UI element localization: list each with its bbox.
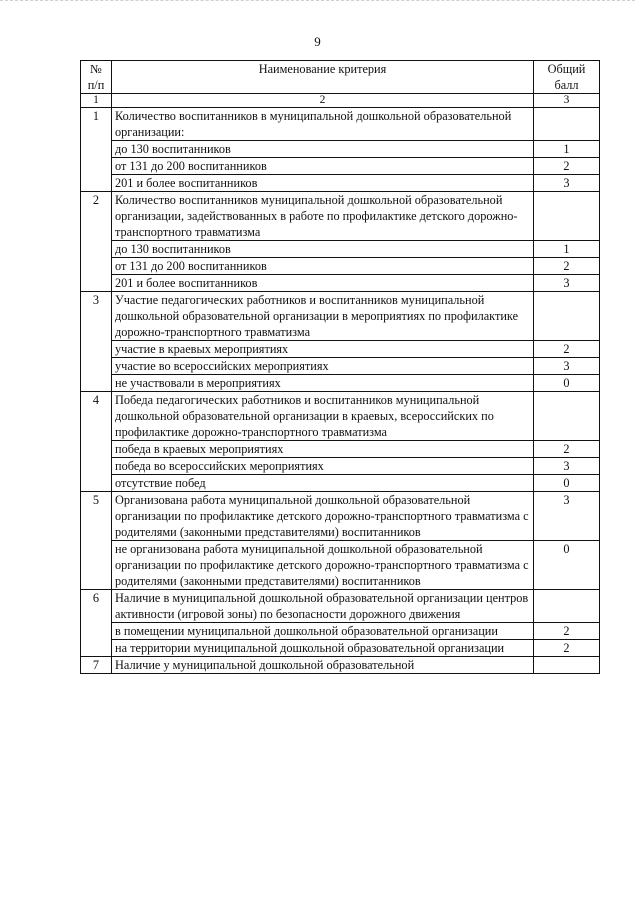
index-row [81,94,600,108]
header-score: Общий балл [534,61,600,94]
option-row [81,258,600,275]
option-text: 201 и более воспитанников [112,175,534,192]
criterion-row [81,590,600,623]
option-score: 2 [534,341,600,358]
criterion-number: 4 [81,392,112,492]
option-row [81,475,600,492]
option-score: 2 [534,158,600,175]
option-row [81,458,600,475]
option-score: 2 [534,258,600,275]
criterion-row [81,392,600,441]
option-text: участие во всероссийских мероприятиях [112,358,534,375]
criterion-row [81,657,600,674]
header-num: № п/п [81,61,112,94]
criterion-score [534,192,600,241]
criterion-score [534,108,600,141]
option-row [81,441,600,458]
option-score: 3 [534,175,600,192]
option-row [81,275,600,292]
criterion-title: Количество воспитанников муниципальной дошкольной образовательной организации, задействованных в работе по профилактике детского дорожно-транспортного травматизма [112,192,534,241]
criterion-number: 5 [81,492,112,590]
criterion-title: Победа педагогических работников и воспитанников муниципальной дошкольной образовательной организации в краевых, всероссийских по профилактике дорожно-транспортного травматизма [112,392,534,441]
index-cell: 3 [534,94,600,108]
option-text: до 130 воспитанников [112,141,534,158]
criterion-title: Наличие в муниципальной дошкольной образовательной организации центров активности (игровой зоны) по безопасности дорожного движения [112,590,534,623]
option-row [81,375,600,392]
criterion-row [81,192,600,241]
scan-edge [0,0,635,4]
option-score: 0 [534,541,600,590]
criterion-title: Участие педагогических работников и воспитанников муниципальной дошкольной образовательной организации в мероприятиях по профилактике дорожно-транспортного травматизма [112,292,534,341]
option-row [81,541,600,590]
criterion-title: Организована работа муниципальной дошкольной образовательной организации по профилактике детского дорожно-транспортного травматизма с родителями (законными представителями) воспитанников [112,492,534,541]
option-score: 2 [534,640,600,657]
option-text: победа в краевых мероприятиях [112,441,534,458]
option-text: до 130 воспитанников [112,241,534,258]
criterion-number: 3 [81,292,112,392]
criterion-number: 6 [81,590,112,657]
option-row [81,358,600,375]
page-number: 9 [314,34,321,49]
option-score: 2 [534,441,600,458]
criterion-number: 1 [81,108,112,192]
option-score: 3 [534,275,600,292]
option-text: участие в краевых мероприятиях [112,341,534,358]
option-row [81,158,600,175]
criterion-score [534,392,600,441]
table-header-row [81,61,600,94]
option-text: в помещении муниципальной дошкольной образовательной организации [112,623,534,640]
option-row [81,241,600,258]
option-text: от 131 до 200 воспитанников [112,158,534,175]
option-score: 1 [534,141,600,158]
option-score: 3 [534,358,600,375]
criterion-row [81,108,600,141]
option-score: 2 [534,623,600,640]
criterion-number: 7 [81,657,112,674]
option-score: 0 [534,375,600,392]
criterion-row [81,492,600,541]
option-text: на территории муниципальной дошкольной образовательной организации [112,640,534,657]
option-text: не организована работа муниципальной дошкольной образовательной организации по профилактике детского дорожно-транспортного травматизма с родителями (законными представителями) воспитанников [112,541,534,590]
criteria-table [80,60,600,674]
criterion-score [534,657,600,674]
option-text: отсутствие побед [112,475,534,492]
index-cell: 2 [112,94,534,108]
criterion-row [81,292,600,341]
option-row [81,341,600,358]
option-row [81,175,600,192]
option-text: победа во всероссийских мероприятиях [112,458,534,475]
criterion-number: 2 [81,192,112,292]
option-row [81,623,600,640]
option-score: 1 [534,241,600,258]
criteria-body [81,108,600,674]
criterion-title: Количество воспитанников в муниципальной дошкольной образовательной организации: [112,108,534,141]
criterion-score: 3 [534,492,600,541]
option-row [81,141,600,158]
option-score: 0 [534,475,600,492]
criterion-score [534,590,600,623]
header-name: Наименование критерия [112,61,534,94]
criterion-score [534,292,600,341]
option-text: 201 и более воспитанников [112,275,534,292]
option-score: 3 [534,458,600,475]
index-cell: 1 [81,94,112,108]
option-row [81,640,600,657]
criterion-title: Наличие у муниципальной дошкольной образовательной [112,657,534,674]
option-text: от 131 до 200 воспитанников [112,258,534,275]
option-text: не участвовали в мероприятиях [112,375,534,392]
